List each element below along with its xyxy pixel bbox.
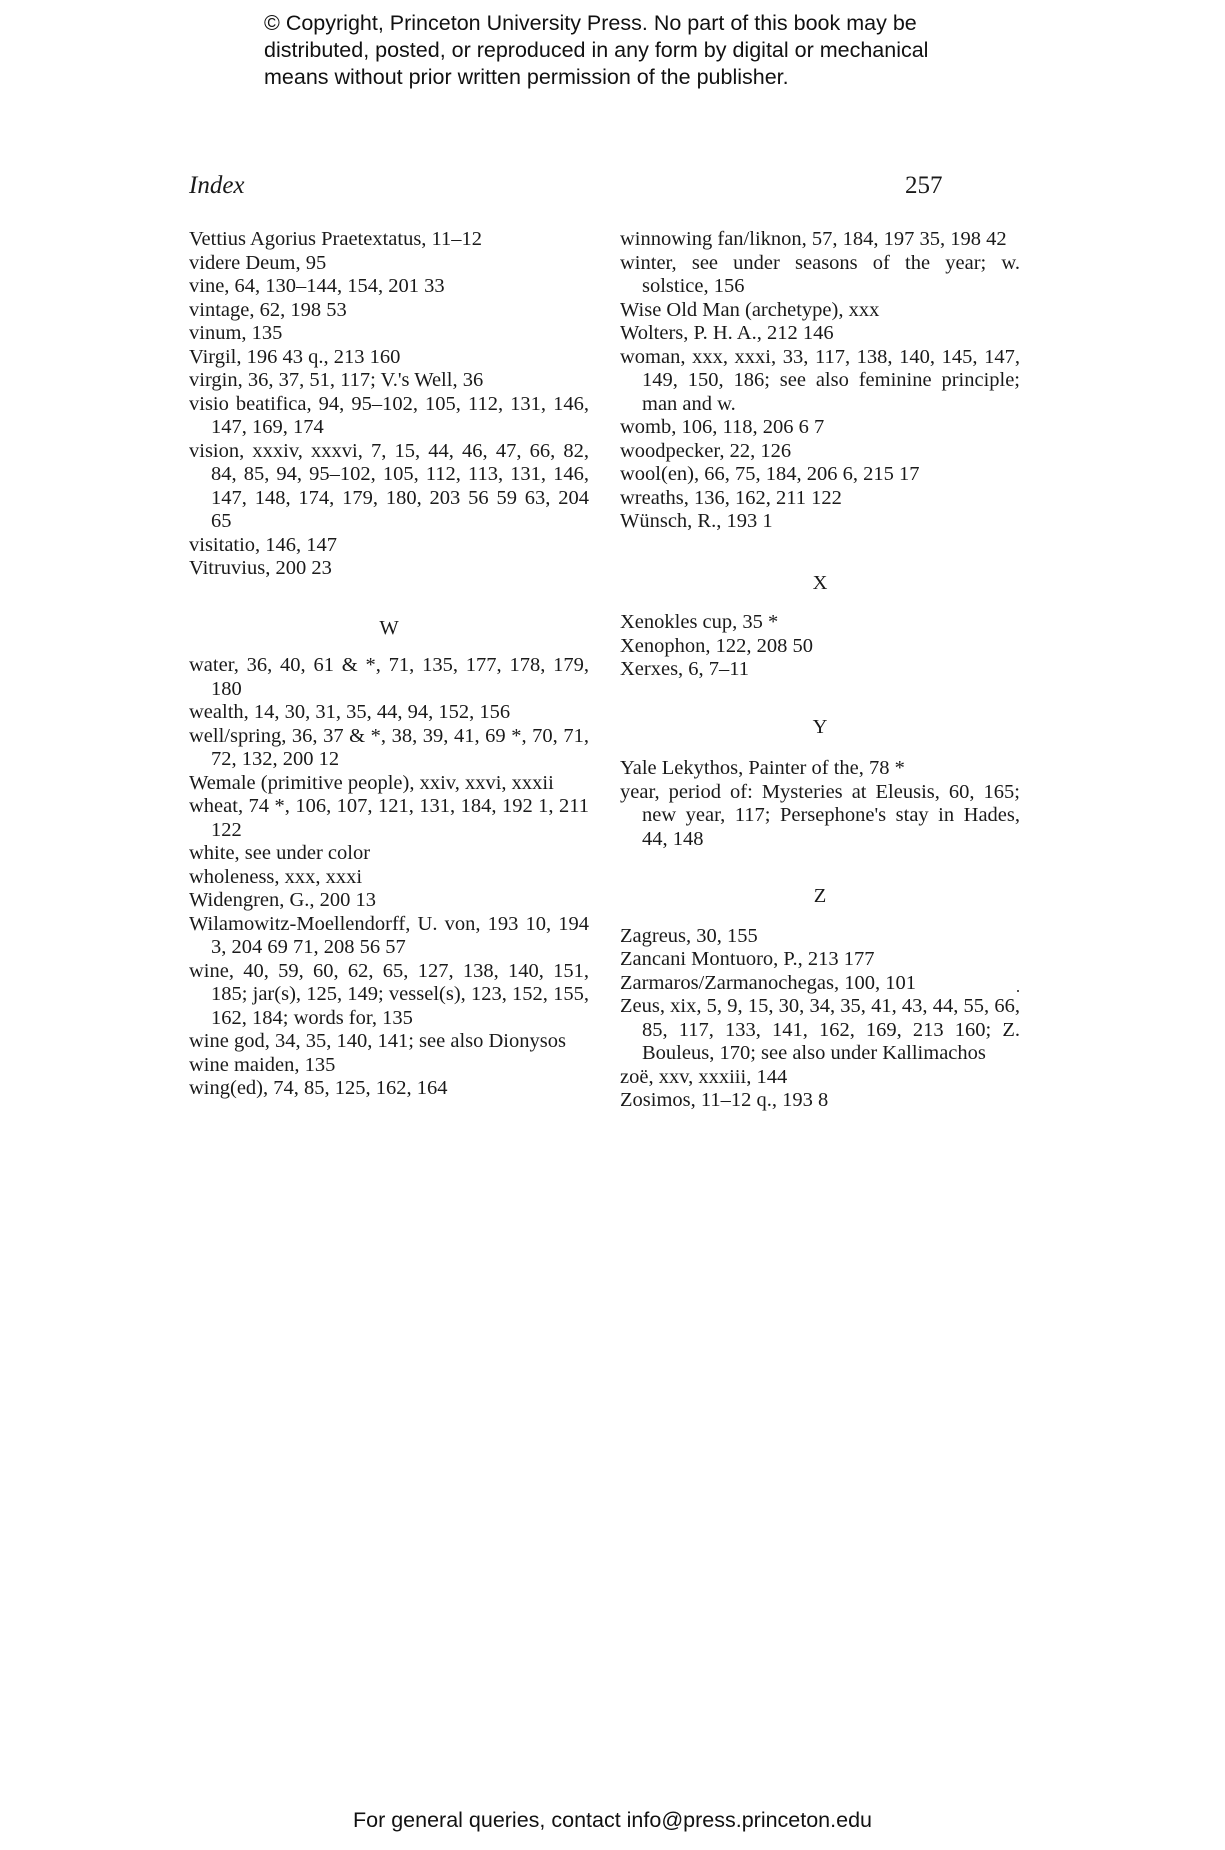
copyright-notice [264,10,1024,91]
index-entry: Wemale (primitive people), xxiv, xxvi, xxxii [189,771,554,794]
stray-mark [1017,990,1019,992]
index-entry: wine god, 34, 35, 140, 141; see also Dionysos [189,1030,566,1052]
index-entry: Zarmaros/Zarmanochegas, 100, 101 [620,971,917,994]
section-letter-z: Z [813,885,827,907]
index-entry: Widengren, G., 200 13 [189,889,377,911]
index-entry: Vettius Agorius Praetextatus, 11–12 [189,228,483,250]
index-section-x [620,611,1020,682]
index-entry: Xenophon, 122, 208 50 [620,634,814,657]
index-entry: vinum, 135 [189,322,283,344]
index-entry: woodpecker, 22, 126 [620,439,792,462]
index-entry: Wise Old Man (archetype), xxx [620,298,880,321]
copyright-line: distributed, posted, or reproduced in any form by digital or mechanical [264,38,929,62]
index-section-w [189,654,589,1101]
index-entry: visitatio, 146, 147 [189,533,338,556]
copyright-line: means without prior written permission of the publisher. [264,65,789,89]
section-letter-w: W [379,616,399,639]
index-entry: Wünsch, R., 193 1 [620,510,773,532]
page-title: Index [189,172,245,199]
index-entry: well/spring, 36, 37 & *, 38, 39, 41, 69 *, 70, 71, 72, 132, 200 12 [189,724,589,770]
index-entry: vintage, 62, 198 53 [189,298,347,321]
index-entry: water, 36, 40, 61 & *, 71, 135, 177, 178, 179, 180 [189,654,589,700]
index-entry: woman, xxx, xxxi, 33, 117, 138, 140, 145, 147, 149, 150, 186; see also feminine principle; man and w. [620,345,1020,415]
index-entry: wreaths, 136, 162, 211 122 [620,486,842,509]
index-entry: winnowing fan/liknon, 57, 184, 197 35, 198 42 [620,228,1007,250]
index-entry: Wilamowitz-Moellendorff, U. von, 193 10, 194 3, 204 69 71, 208 56 57 [189,912,589,958]
index-column-left [189,228,589,1101]
index-entry: wholeness, xxx, xxxi [189,865,363,888]
index-entry: virgin, 36, 37, 51, 117; V.'s Well, 36 [189,369,484,391]
index-entry: Vitruvius, 200 23 [189,557,332,579]
footer-contact: For general queries, contact info@press.princeton.edu [352,1808,872,1832]
index-section-y [620,757,1020,851]
section-letter-x: X [812,571,828,594]
index-entry: Virgil, 196 43 q., 213 160 [189,345,401,368]
index-entry: Zancani Montuoro, P., 213 177 [620,948,875,970]
index-entry: vine, 64, 130–144, 154, 201 33 [189,275,445,297]
index-column-right [620,228,1020,1113]
index-entry: zoë, xxv, xxxiii, 144 [620,1065,788,1088]
index-entry: vision, xxxiv, xxxvi, 7, 15, 44, 46, 47, 66, 82, 84, 85, 94, 95–102, 105, 112, 113, 131, 146, 147, 148, 174, 179, 180, 203 56 59 63, 204 65 [189,439,589,532]
index-entry: wing(ed), 74, 85, 125, 162, 164 [189,1077,448,1099]
index-entry: videre Deum, 95 [189,251,327,274]
index-entry: visio beatifica, 94, 95–102, 105, 112, 131, 146, 147, 169, 174 [189,392,589,438]
index-entry: Xerxes, 6, 7–11 [620,658,750,680]
index-entry: white, see under color [189,842,371,864]
index-entry: year, period of: Mysteries at Eleusis, 60, 165; new year, 117; Persephone's stay in Hades, 44, 148 [620,780,1020,850]
index-entry: womb, 106, 118, 206 6 7 [620,416,825,438]
page-number: 257 [905,172,943,199]
index-entry: winter, see under seasons of the year; w. solstice, 156 [620,251,1020,297]
index-entry: wheat, 74 *, 106, 107, 121, 131, 184, 192 1, 211 122 [189,795,589,841]
index-entry: Yale Lekythos, Painter of the, 78 * [620,757,905,779]
index-entry: wealth, 14, 30, 31, 35, 44, 94, 152, 156 [189,701,511,723]
index-entry: Wolters, P. H. A., 212 146 [620,322,834,344]
index-entry: wool(en), 66, 75, 184, 206 6, 215 17 [620,463,920,485]
index-section-z [620,925,1020,1113]
index-entry: wine, 40, 59, 60, 62, 65, 127, 138, 140, 151, 185; jar(s), 125, 149; vessel(s), 123, 152, 155, 162, 184; words for, 135 [189,959,589,1029]
index-entry: Xenokles cup, 35 * [620,611,779,633]
index-section-w-cont [620,228,1020,534]
index-entry: Zeus, xix, 5, 9, 15, 30, 34, 35, 41, 43, 44, 55, 66, 85, 117, 133, 141, 162, 169, 213 160; Z. Bouleus, 170; see also under Kallimachos [620,995,1020,1064]
copyright-line: © Copyright, Princeton University Press. No part of this book may be [264,11,917,35]
index-entry: wine maiden, 135 [189,1053,336,1076]
index-entry: Zagreus, 30, 155 [620,924,758,947]
section-letter-y: Y [812,715,828,738]
index-entry: Zosimos, 11–12 q., 193 8 [620,1089,829,1111]
index-section-v [189,228,589,581]
